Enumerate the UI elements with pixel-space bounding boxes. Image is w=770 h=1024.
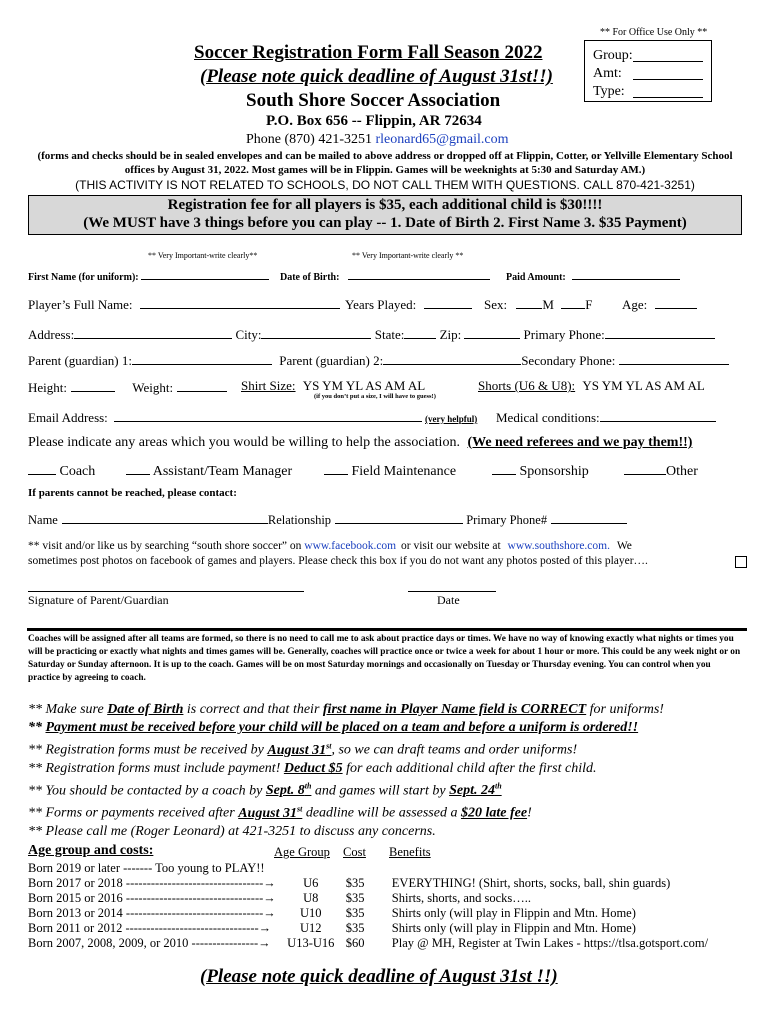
benefit-cell: Shirts only (will play in Flippin and Mtn. Home) bbox=[391, 921, 636, 935]
group-cell: U6 bbox=[303, 876, 319, 890]
dob-field[interactable] bbox=[348, 266, 490, 280]
age-label: Age: bbox=[622, 297, 648, 312]
benefit-cell: Shirts, shorts, and socks….. bbox=[391, 891, 532, 905]
website-link[interactable]: www.southshore.com. bbox=[507, 540, 610, 552]
no-photos-checkbox[interactable] bbox=[735, 556, 747, 568]
born-cell: Born 2015 or 2016 ---------------------------------→ bbox=[28, 891, 276, 905]
full-name-label: Player’s Full Name: bbox=[28, 297, 133, 312]
dob-row bbox=[280, 266, 490, 283]
years-played-label: Years Played: bbox=[345, 297, 417, 312]
parent2-field[interactable] bbox=[383, 351, 521, 365]
full-name-row bbox=[28, 295, 340, 313]
shorts-size-options[interactable]: YS YM YL AS AM AL bbox=[582, 378, 705, 393]
social-line-2: sometimes post photos on facebook of games and players. Please check this box if you do not want any photos posted of this player…. bbox=[28, 555, 648, 567]
medical-label: Medical conditions: bbox=[496, 410, 600, 425]
note-dob: ** Make sure Date of Birth is correct and that their first name in Player Name field is CORRECT for uniforms! bbox=[28, 702, 664, 717]
cost-cell: $35 bbox=[345, 891, 365, 905]
dob-label: Date of Birth: bbox=[280, 272, 340, 283]
weight-field[interactable] bbox=[177, 378, 227, 392]
sex-m-field[interactable] bbox=[516, 295, 542, 309]
note-received-by: ** Registration forms must be received by August 31st, so we can draft teams and order uniforms! bbox=[28, 741, 578, 758]
group-cell: U12 bbox=[300, 921, 322, 935]
city-label: City: bbox=[235, 327, 262, 342]
shorts-label: Shorts (U6 & U8): bbox=[478, 378, 576, 393]
benefit-cell: Play @ MH, Register at Twin Lakes - https://tlsa.gotsport.com/ bbox=[391, 936, 709, 950]
org-phone: Phone (870) 421-3251 bbox=[246, 132, 372, 147]
contact-name-field[interactable] bbox=[62, 510, 268, 524]
table-row bbox=[28, 936, 708, 951]
fee-line-1: Registration fee for all players is $35, each additional child is $30!!!! bbox=[167, 197, 603, 213]
cost-cell: $60 bbox=[345, 936, 365, 950]
help-note: (We need referees and we pay them!!) bbox=[467, 435, 693, 450]
important-note-1: ** Very Important-write clearly** bbox=[148, 251, 258, 260]
first-name-field[interactable] bbox=[141, 266, 269, 280]
sex-f-field[interactable] bbox=[561, 295, 585, 309]
col-cost: Cost bbox=[343, 845, 366, 859]
cost-cell: $35 bbox=[345, 921, 365, 935]
facebook-link[interactable]: www.facebook.com bbox=[304, 540, 397, 552]
paid-field[interactable] bbox=[572, 266, 680, 280]
signature-label: Signature of Parent/Guardian bbox=[28, 593, 169, 607]
age-table bbox=[28, 861, 708, 951]
help-sponsorship-blank[interactable] bbox=[492, 461, 516, 475]
org-address: P.O. Box 656 -- Flippin, AR 72634 bbox=[266, 113, 482, 129]
col-benefits: Benefits bbox=[389, 845, 431, 859]
help-option-sponsorship[interactable] bbox=[492, 461, 589, 480]
state-field[interactable] bbox=[404, 325, 436, 339]
help-coach-label: Coach bbox=[59, 464, 96, 479]
social-text-a: ** visit and/or like us by searching “south shore soccer” on bbox=[28, 540, 302, 552]
social-text-b: or visit our website at bbox=[401, 540, 501, 552]
help-field-blank[interactable] bbox=[324, 461, 348, 475]
social-text-c: We bbox=[616, 540, 632, 552]
help-prompt-row bbox=[28, 435, 692, 451]
date-label: Date bbox=[437, 593, 460, 607]
born-cell: Born 2013 or 2014 ---------------------------------→ bbox=[28, 906, 276, 920]
relationship-label: Relationship bbox=[267, 513, 332, 527]
fee-box bbox=[28, 195, 742, 235]
org-phone-line bbox=[246, 132, 509, 148]
signature-line[interactable] bbox=[28, 591, 304, 592]
medical-row bbox=[496, 408, 716, 426]
primary-phone-field[interactable] bbox=[605, 325, 715, 339]
sex-label: Sex: bbox=[484, 297, 508, 312]
footer-deadline: (Please note quick deadline of August 31st !!) bbox=[200, 966, 558, 987]
benefit-cell: Shirts only (will play in Flippin and Mtn. Home) bbox=[391, 906, 636, 920]
form-title: Soccer Registration Form Fall Season 2022 bbox=[194, 42, 543, 63]
office-type-label: Type: bbox=[593, 84, 625, 99]
help-option-assistant[interactable] bbox=[126, 461, 292, 480]
age-table-heading: Age group and costs: bbox=[28, 843, 154, 858]
note-payment: ** Payment must be received before your child will be placed on a team and before a uniform is ordered!! bbox=[28, 720, 639, 735]
group-cell: U8 bbox=[303, 891, 319, 905]
help-other-label: Other bbox=[666, 464, 698, 479]
group-cell bbox=[276, 861, 346, 876]
address-field[interactable] bbox=[74, 325, 232, 339]
table-row bbox=[28, 876, 708, 891]
office-use-header: ** For Office Use Only ** bbox=[600, 27, 708, 38]
shirt-size-row bbox=[241, 378, 425, 394]
group-cell: U10 bbox=[300, 906, 322, 920]
social-line-1 bbox=[28, 540, 632, 552]
note-payment-deduct: ** Registration forms must include payment! Deduct $5 for each additional child after the first child. bbox=[28, 760, 597, 776]
born-cell: Born 2007, 2008, 2009, or 2010 ----------------→ bbox=[28, 936, 271, 950]
date-line[interactable] bbox=[408, 591, 496, 592]
first-name-label: First Name (for uniform): bbox=[28, 272, 139, 283]
age-table-grid bbox=[28, 861, 708, 951]
full-name-field[interactable] bbox=[140, 295, 340, 309]
important-note-2: ** Very Important-write clearly ** bbox=[352, 251, 464, 260]
help-sponsorship-label: Sponsorship bbox=[519, 464, 589, 479]
col-age-group: Age Group bbox=[274, 845, 330, 859]
primary-phone-label: Primary Phone: bbox=[523, 327, 605, 342]
email-row bbox=[28, 408, 477, 426]
zip-field[interactable] bbox=[464, 325, 520, 339]
sex-row bbox=[484, 295, 592, 313]
office-amt-label: Amt: bbox=[593, 66, 622, 81]
shirt-size-note: (if you don’t put a size, I will have to guess!) bbox=[314, 393, 436, 400]
benefit-cell bbox=[392, 861, 708, 876]
note-call: ** Please call me (Roger Leonard) at 421-3251 to discuss any concerns. bbox=[28, 823, 436, 839]
office-group-field bbox=[633, 47, 703, 62]
height-label: Height: bbox=[28, 380, 67, 395]
contact-phone-label: Primary Phone# bbox=[466, 513, 548, 527]
parent2-label: Parent (guardian) 2: bbox=[279, 353, 384, 368]
table-row bbox=[28, 906, 708, 921]
born-cell: Born 2017 or 2018 ---------------------------------→ bbox=[28, 876, 276, 890]
shirt-size-options[interactable]: YS YM YL AS AM AL bbox=[302, 378, 426, 393]
email-label: Email Address: bbox=[28, 410, 108, 425]
table-row bbox=[28, 921, 708, 936]
org-name: South Shore Soccer Association bbox=[246, 90, 501, 111]
help-option-coach[interactable] bbox=[28, 461, 95, 480]
note-coach-contact: ** You should be contacted by a coach by Sept. 8th and games will start by Sept. 24th bbox=[28, 781, 502, 799]
address-label: Address: bbox=[28, 327, 75, 342]
sex-f-label: F bbox=[585, 297, 593, 312]
office-amt-field bbox=[633, 65, 703, 80]
state-label: State: bbox=[374, 327, 405, 342]
contact-phone-field[interactable] bbox=[551, 510, 627, 524]
first-name-row bbox=[28, 266, 269, 283]
help-coach-blank[interactable] bbox=[28, 461, 56, 475]
parent1-field[interactable] bbox=[132, 351, 272, 365]
help-assistant-blank[interactable] bbox=[126, 461, 150, 475]
secondary-phone-label: Secondary Phone: bbox=[521, 353, 616, 368]
very-helpful-note: (very helpful) bbox=[425, 414, 478, 424]
benefit-cell: EVERYTHING! (Shirt, shorts, socks, ball, shin guards) bbox=[391, 876, 671, 890]
height-field[interactable] bbox=[71, 378, 115, 392]
important-notes bbox=[28, 701, 664, 841]
office-group-label: Group: bbox=[593, 48, 633, 63]
fee-line-2: (We MUST have 3 things before you can play -- 1. Date of Birth 2. First Name 3. $35 Payment) bbox=[83, 215, 687, 231]
help-field-label: Field Maintenance bbox=[351, 464, 457, 479]
born-cell: Born 2019 or later ------- Too young to PLAY!! bbox=[28, 861, 265, 875]
org-email-link[interactable]: rleonard65@gmail.com bbox=[375, 132, 509, 147]
table-row bbox=[28, 861, 708, 876]
weight-label: Weight: bbox=[132, 380, 174, 395]
help-other-blank[interactable] bbox=[624, 461, 666, 475]
note-late-fee: ** Forms or payments received after August 31st deadline will be assessed a $20 late fee! bbox=[28, 804, 532, 821]
table-row bbox=[28, 891, 708, 906]
years-played-row bbox=[345, 295, 472, 313]
help-option-field[interactable] bbox=[324, 461, 456, 480]
paid-row bbox=[506, 266, 680, 283]
cost-cell: $35 bbox=[345, 876, 365, 890]
help-assistant-label: Assistant/Team Manager bbox=[152, 464, 293, 479]
parents-row bbox=[28, 351, 729, 369]
mailing-instructions: (forms and checks should be in sealed envelopes and can be mailed to above address or dropped off at Flippin, Cotter, or Yellville Elementary School offices by August 31, 2022. Most games will be in Flippin. Games will be weeknights at 5:30 and Saturday AM.) bbox=[37, 150, 733, 176]
cost-cell: $35 bbox=[345, 906, 365, 920]
group-cell: U13-U16 bbox=[287, 936, 335, 950]
height-weight-row bbox=[28, 378, 227, 396]
cost-cell bbox=[346, 861, 392, 876]
sex-m-label: M bbox=[542, 297, 554, 312]
email-field[interactable] bbox=[114, 408, 422, 422]
years-played-field[interactable] bbox=[424, 295, 472, 309]
coaches-note: Coaches will be assigned after all teams are formed, so there is no need to call me to ask about practice days or times. We have no way of knowing exactly what nights or times you will be practicing or exactly what nights and times games will be. Generally, coaches will practice once or twice a week for about 1 hour or more. This could be any week night or on Saturday or Sunday afternoon. It is up to the coach. Games will be on most Saturday mornings and occasionally on Tuesday or Thursday evening. You can control when you practice by agreeing to coach. bbox=[28, 634, 741, 683]
address-row bbox=[28, 325, 715, 343]
age-field[interactable] bbox=[655, 295, 697, 309]
medical-field[interactable] bbox=[600, 408, 716, 422]
shorts-row bbox=[478, 378, 705, 394]
relationship-field[interactable] bbox=[335, 510, 463, 524]
office-use-box bbox=[584, 40, 712, 102]
schools-disclaimer: (THIS ACTIVITY IS NOT RELATED TO SCHOOLS, DO NOT CALL THEM WITH QUESTIONS. CALL 870-421-3251) bbox=[75, 178, 695, 192]
deadline-subtitle: (Please note quick deadline of August 31st!!) bbox=[200, 66, 553, 87]
paid-label: Paid Amount: bbox=[506, 272, 566, 283]
shirt-size-label: Shirt Size: bbox=[241, 378, 296, 393]
office-type-field bbox=[633, 83, 703, 98]
section-divider bbox=[27, 628, 747, 631]
age-row bbox=[622, 295, 697, 313]
help-option-other[interactable] bbox=[624, 461, 698, 480]
born-cell: Born 2011 or 2012 --------------------------------→ bbox=[28, 921, 272, 935]
help-prompt: Please indicate any areas which you would be willing to help the association. bbox=[28, 435, 460, 450]
zip-label: Zip: bbox=[439, 327, 462, 342]
parent1-label: Parent (guardian) 1: bbox=[28, 353, 132, 368]
emergency-contact-heading: If parents cannot be reached, please contact: bbox=[28, 487, 237, 499]
emergency-contact-row bbox=[28, 510, 627, 528]
city-field[interactable] bbox=[261, 325, 371, 339]
secondary-phone-field[interactable] bbox=[619, 351, 729, 365]
contact-name-label: Name bbox=[28, 513, 58, 527]
